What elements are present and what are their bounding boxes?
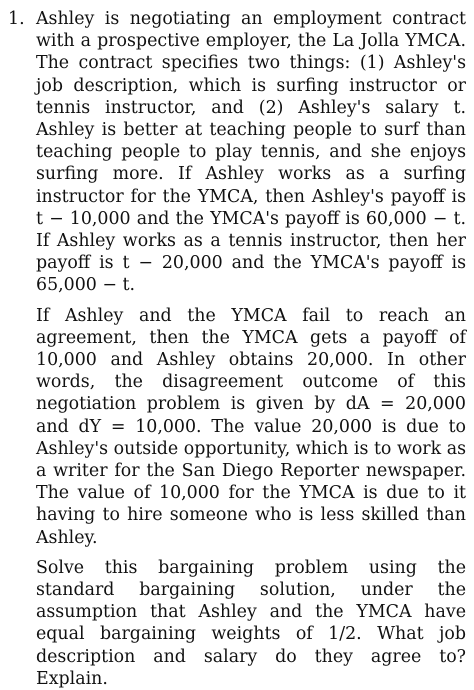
problem-paragraph-3: Solve this bargaining problem using the standard bargaining solution, under the assumption that Ashley and the YMCA have equal bargaining weights of 1/2. What job description and salary do they agree to? Explain.: [36, 557, 466, 689]
problem-1: [8, 8, 466, 690]
problem-body: [36, 8, 466, 690]
problem-number: 1.: [8, 9, 25, 29]
problem-paragraph-2: If Ashley and the YMCA fail to reach an agreement, then the YMCA gets a payoff of 10,000 and Ashley obtains 20,000. In other words, the disagreement outcome of this negotiation problem is given by dA = 20,000 and dY = 10,000. The value 20,000 is due to Ashley's outside opportunity, which is to work as a writer for the San Diego Reporter newspaper. The value of 10,000 for the YMCA is due to it having to hire someone who is less skilled than Ashley.: [36, 305, 466, 548]
problem-paragraph-1: Ashley is negotiating an employment contract with a prospective employer, the La Jolla YMCA. The contract specifies two things: (1) Ashley's job description, which is surfing instructor or tennis instructor, and (2) Ashley's salary t. Ashley is better at teaching people to surf than teaching people to play tennis, and she enjoys surfing more. If Ashley works as a surfing instructor for the YMCA, then Ashley's payoff is t − 10,000 and the YMCA's payoff is 60,000 − t. If Ashley works as a tennis instructor, then her payoff is t − 20,000 and the YMCA's payoff is 65,000 − t.: [36, 9, 466, 296]
